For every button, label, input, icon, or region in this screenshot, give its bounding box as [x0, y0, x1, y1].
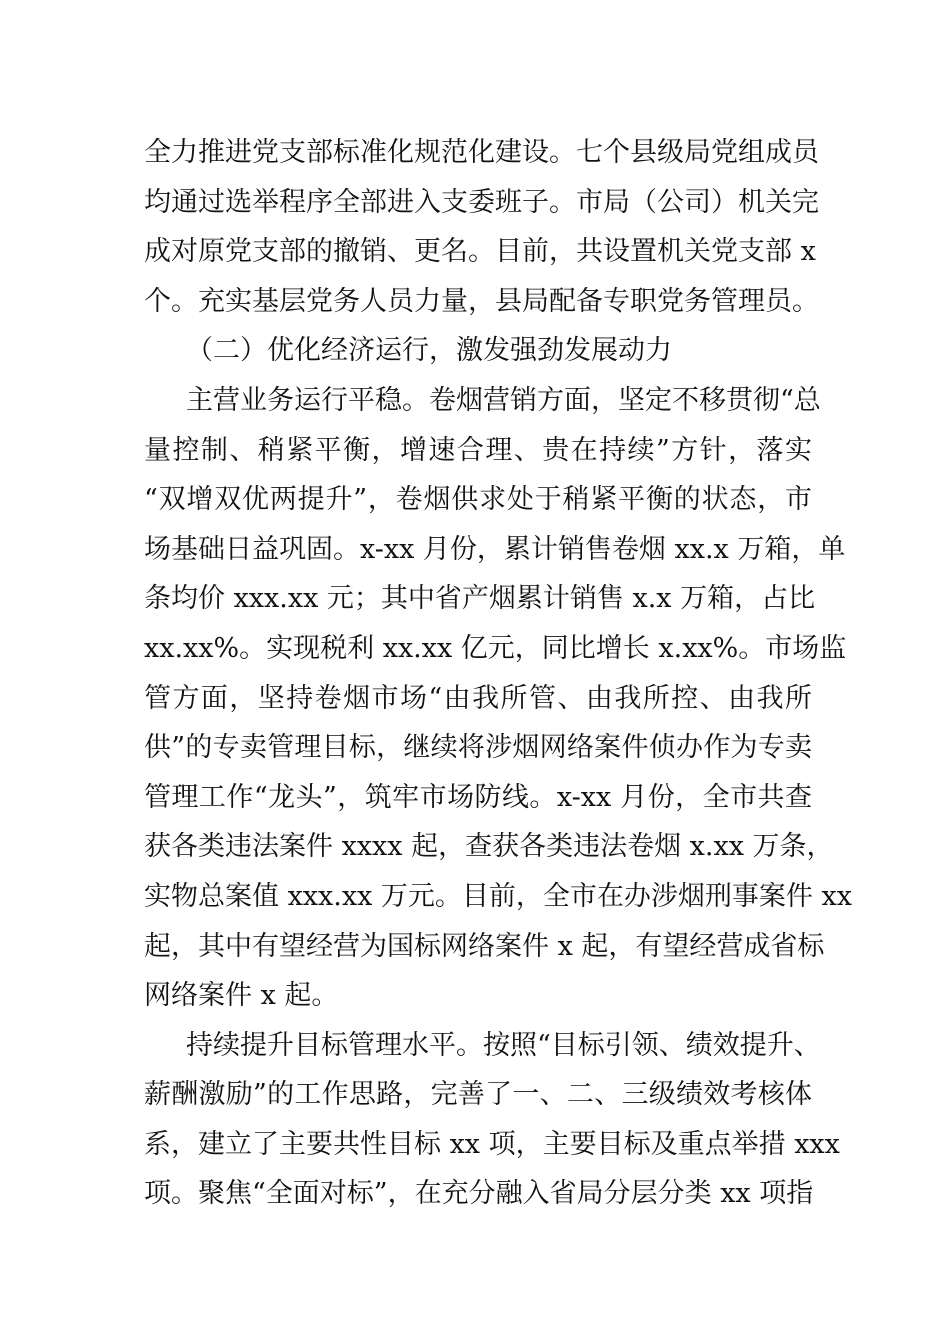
text-line: 获各类违法案件 xxxx 起，查获各类违法卷烟 x.xx 万条， — [144, 831, 834, 863]
text-line: 系，建立了主要共性目标 xx 项，主要目标及重点举措 xxx — [144, 1128, 840, 1160]
text-line: xx.xx%。实现税利 xx.xx 亿元，同比增长 x.xx%。市场监 — [144, 632, 847, 664]
text-line: 网络案件 x 起。 — [144, 980, 339, 1012]
text-line: 供”的专卖管理目标，继续将涉烟网络案件侦办作为专卖 — [144, 732, 812, 764]
text-line: 项。聚焦“全面对标”，在充分融入省局分层分类 xx 项指 — [144, 1178, 814, 1210]
text-line: 实物总案值 xxx.xx 万元。目前，全市在办涉烟刑事案件 xx — [144, 880, 852, 912]
text-line: 主营业务运行平稳。卷烟营销方面，坚定不移贯彻“总 — [186, 384, 821, 416]
document-body — [144, 128, 852, 1219]
text-line: 持续提升目标管理水平。按照“目标引领、绩效提升、 — [186, 1029, 821, 1061]
text-line: 管方面，坚持卷烟市场“由我所管、由我所控、由我所 — [144, 682, 812, 714]
text-line: 条均价 xxx.xx 元；其中省产烟累计销售 x.x 万箱，占比 — [144, 583, 816, 615]
text-line: 成对原党支部的撤销、更名。目前，共设置机关党支部 x — [144, 236, 816, 268]
text-line: 均通过选举程序全部进入支委班子。市局（公司）机关完 — [144, 186, 819, 218]
section-heading: （二）优化经济运行，激发强劲发展动力 — [186, 335, 672, 367]
text-line: 个。充实基层党务人员力量，县局配备专职党务管理员。 — [144, 285, 819, 317]
text-line: 全力推进党支部标准化规范化建设。七个县级局党组成员 — [144, 137, 819, 168]
text-line: “双增双优两提升”，卷烟供求处于稍紧平衡的状态，市 — [144, 484, 812, 516]
text-line: 量控制、稍紧平衡，增速合理、贵在持续”方针，落实 — [144, 434, 812, 466]
text-line: 薪酬激励”的工作思路，完善了一、二、三级绩效考核体 — [144, 1079, 812, 1111]
text-line: 起，其中有望经营为国标网络案件 x 起，有望经营成省标 — [144, 930, 825, 962]
text-line: 管理工作“龙头”，筑牢市场防线。x-xx 月份，全市共查 — [144, 781, 812, 813]
text-line: 场基础日益巩固。x-xx 月份，累计销售卷烟 xx.x 万箱，单 — [144, 533, 846, 565]
